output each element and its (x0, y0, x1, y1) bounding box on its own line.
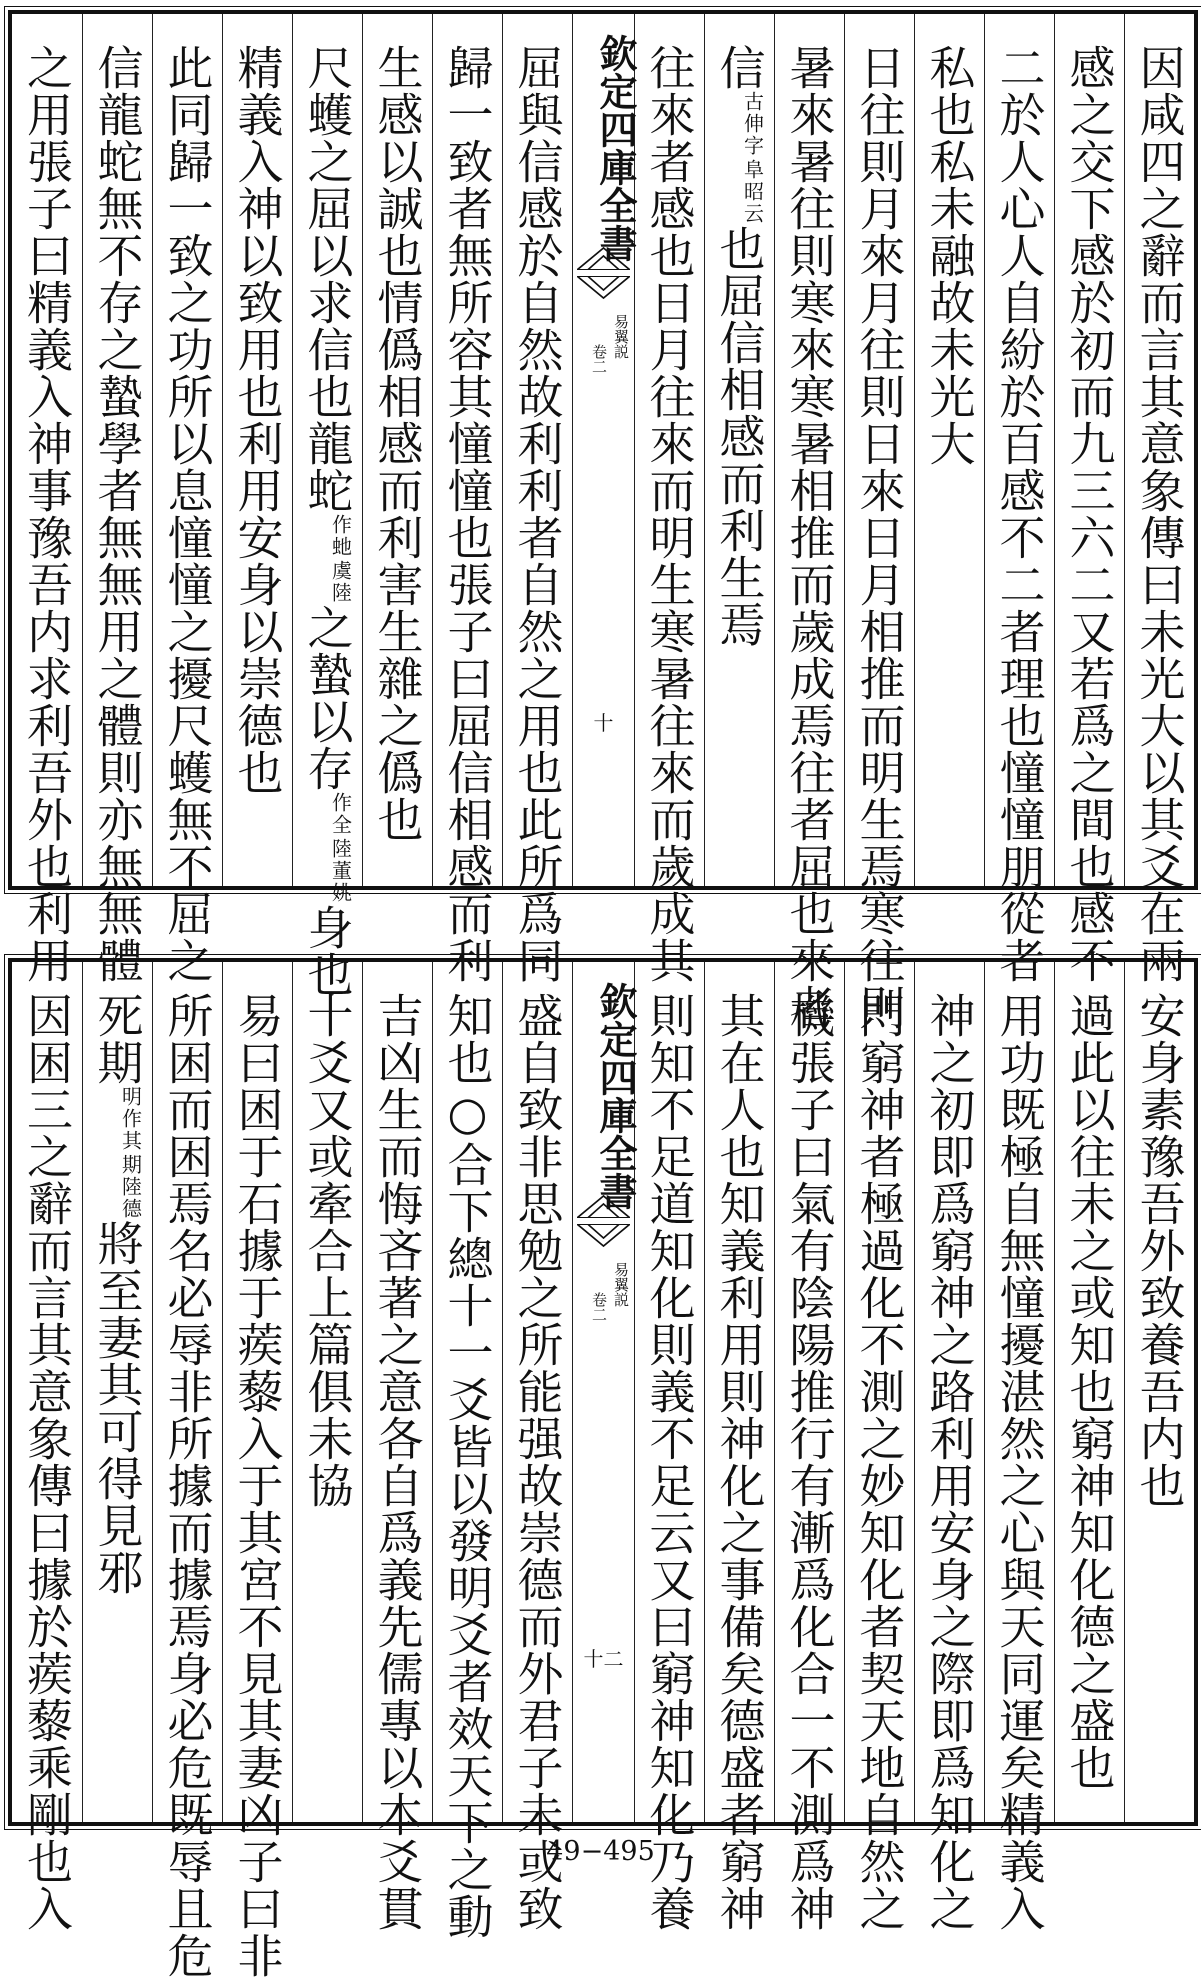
column-text: 門窮神者極過化不測之妙知化者契天地自然之 (852, 992, 907, 1932)
text-column (704, 14, 774, 886)
column-text: 屈與信感於自然故利利者自然之用也此所爲同 (510, 44, 565, 984)
text-column (704, 962, 774, 1932)
main-text: 身也 (300, 904, 355, 998)
text-column (222, 14, 292, 886)
interlinear-note: 陸董姚 作全 (328, 792, 353, 904)
text-column (984, 14, 1054, 984)
text-column (634, 14, 704, 984)
text-column (1054, 14, 1124, 984)
column-text: 私也私未融故未光大 (922, 44, 977, 467)
column-text: 易曰困于石據于蒺藜入于其宮不見其妻凶子曰非 (230, 992, 285, 1979)
column-text: 因咸四之辭而言其意象傳曰未光大以其爻在兩 (1132, 44, 1187, 984)
page-footer-number: 49−495 (546, 1836, 655, 1867)
column-text: 暑來暑往則寒來寒暑相推而歲成焉往者屈也來者 (782, 44, 837, 1031)
volume-label: 卷二 (590, 344, 608, 374)
text-column (12, 14, 82, 984)
column-text-with-note (90, 962, 145, 1596)
interlinear-note: 阜昭云 古伸字 (740, 91, 765, 225)
column-text: 其在人也知義利用則神化之事備矣德盛者窮神 (712, 992, 767, 1932)
column-text-with-note (712, 14, 767, 648)
text-column (362, 14, 432, 886)
text-column (914, 14, 984, 886)
column-text: 二於人心人自紛於百感不二者理也憧憧朋從者 (992, 44, 1047, 984)
column-text: 日往則月來月往則日來日月相推而明生焉寒往則 (852, 44, 907, 1031)
interlinear-note: 虞陸 作虵 (328, 514, 353, 604)
center-margin (572, 14, 638, 886)
main-text: 也屈信相感而利生焉 (712, 225, 767, 648)
text-column (292, 14, 362, 998)
volume-label: 卷二 (590, 1292, 608, 1322)
fish-tail-mark-upper (577, 1194, 630, 1218)
text-column (774, 962, 844, 1932)
text-column (502, 962, 572, 1932)
folio-number: 十 (593, 711, 614, 735)
interlinear-note: 期陸德 明作其 (118, 1086, 143, 1220)
text-column (152, 962, 222, 1979)
column-text: 盛自致非思勉之所能强故崇德而外君子未或致 (510, 992, 565, 1932)
column-text: 十爻又或牽合上篇俱未協 (300, 992, 355, 1509)
text-column (292, 962, 362, 1822)
column-text: 感之交下感於初而九三六二又若爲之間也感不 (1062, 44, 1117, 984)
main-text: 之蟄以存 (300, 604, 355, 792)
column-text: 所困而困焉名必辱非所據而據焉身必危既辱且危 (160, 992, 215, 1979)
fish-tail-mark-lower (577, 1224, 630, 1248)
book-title: 欽定四庫全書 (593, 34, 638, 262)
column-text: 此同歸一致之功所以息憧憧之擾尺蠖無不屈之 (160, 44, 215, 984)
main-text: 將至妻其可得見邪 (90, 1220, 145, 1596)
text-column (82, 14, 152, 984)
work-title: 易翼説 (612, 314, 630, 359)
column-text: 之用張子曰精義入神事豫吾内求利吾外也利用 (20, 44, 74, 984)
top-page (8, 10, 1198, 1031)
text-column (1124, 14, 1194, 984)
work-title: 易翼説 (612, 1262, 630, 1307)
column-text: 安身素豫吾外致養吾内也 (1132, 992, 1187, 1509)
column-text-with-note (300, 14, 355, 998)
main-text: 死期 (90, 992, 145, 1086)
column-text: 用功既極自無憧擾湛然之心與天同運矣精義入 (992, 992, 1047, 1932)
text-column (362, 962, 432, 1932)
top-text-columns (12, 14, 1194, 1031)
text-column (774, 14, 844, 1031)
column-text: 則知不足道知化則義不足云又曰窮神知化乃養 (642, 992, 697, 1932)
text-column (82, 962, 152, 1822)
folio-number: 十二 (583, 1647, 624, 1671)
column-text: 信龍蛇無不存之蟄學者無無用之體則亦無無體 (90, 44, 145, 984)
fish-tail-mark-upper (577, 246, 630, 270)
text-column (844, 962, 914, 1932)
column-text: 生感以誠也情僞相感而利害生雜之僞也 (370, 44, 425, 843)
column-text: 因困三之辭而言其意象傳曰據於蒺藜乘剛也入 (20, 992, 74, 1932)
text-column (152, 14, 222, 984)
text-column (432, 14, 502, 984)
column-text: 過此以往未之或知也窮神知化德之盛也 (1062, 992, 1117, 1791)
text-column (502, 14, 572, 984)
text-column (12, 962, 82, 1932)
text-column (1054, 962, 1124, 1822)
column-text: 歸一致者無所容其憧憧也張子曰屈信相感而利 (440, 44, 495, 984)
text-column (914, 962, 984, 1932)
book-title: 欽定四庫全書 (593, 982, 638, 1210)
column-text: 機張子曰氣有陰陽推行有漸爲化合一不測爲神 (782, 992, 837, 1932)
main-text: 信 (712, 44, 767, 91)
column-text: 神之初即爲窮神之路利用安身之際即爲知化之 (922, 992, 977, 1932)
column-text: 往來者感也日月往來而明生寒暑往來而歲成其 (642, 44, 697, 984)
text-column (984, 962, 1054, 1932)
column-text: 吉凶生而悔吝著之意各自爲義先儒專以本爻貫 (370, 992, 425, 1932)
center-margin (572, 962, 638, 1822)
text-column (432, 962, 502, 1940)
main-text: 尺蠖之屈以求信也龍蛇 (300, 44, 355, 514)
text-column (844, 14, 914, 1031)
column-text: 知也○合下總十一爻皆以發明爻者效天下之動 (440, 992, 495, 1940)
column-text: 精義入神以致用也利用安身以崇德也 (230, 44, 285, 796)
text-column (634, 962, 704, 1932)
fish-tail-mark-lower (577, 276, 630, 300)
text-column (1124, 962, 1194, 1822)
text-column (222, 962, 292, 1979)
